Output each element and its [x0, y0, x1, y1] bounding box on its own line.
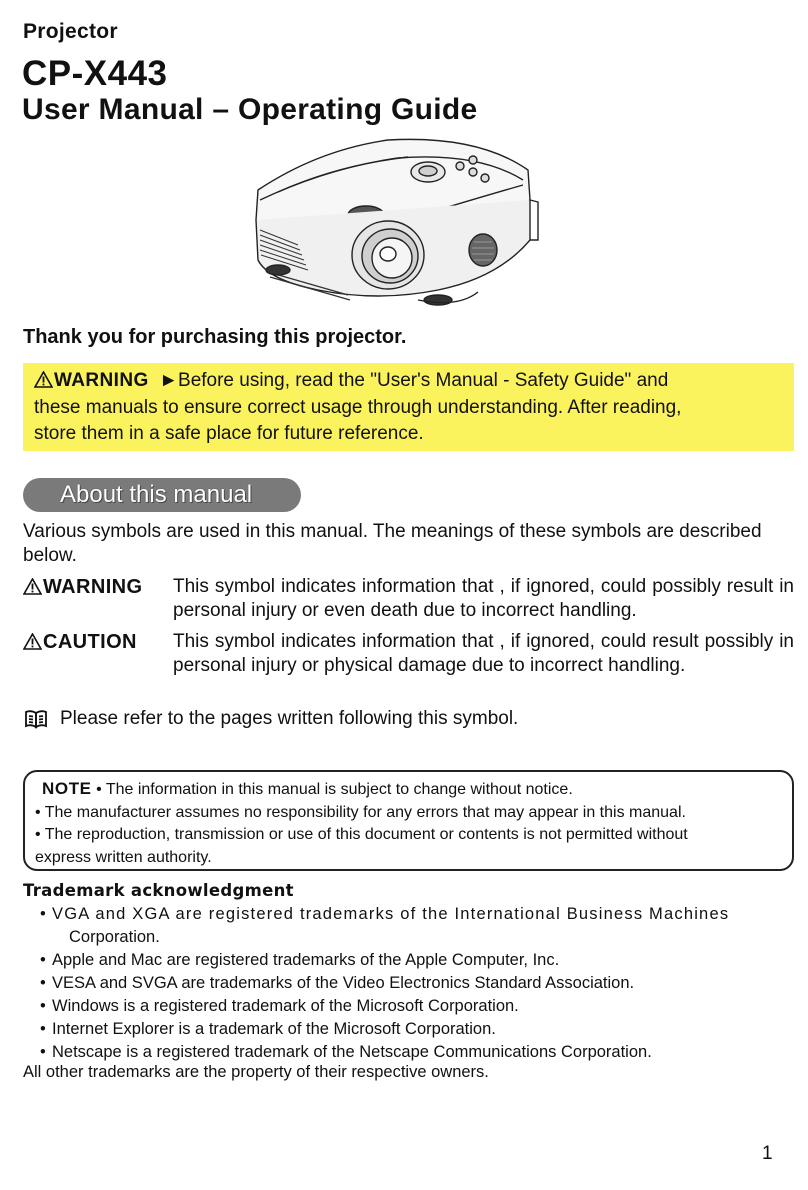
symbol-description-warning: This symbol indicates information that , if ignored, could possibly result in personal injury or even death due to incorrect handling. [173, 576, 794, 621]
trademark-heading: Trademark acknowledgment [23, 881, 294, 900]
warning-box [23, 363, 794, 451]
trademark-item: • Internet Explorer is a trademark of the Microsoft Corporation. [40, 1020, 496, 1038]
symbol-row-warning [23, 575, 794, 625]
note-line-3: • The reproduction, transmission or use of this document or contents is not permitted without [35, 826, 688, 843]
document-title: User Manual – Operating Guide [22, 93, 478, 126]
warning-label: WARNING [54, 370, 149, 391]
note-line-2: • The manufacturer assumes no responsibility for any errors that may appear in this manual. [35, 803, 686, 821]
note-line-1 [35, 778, 782, 802]
symbol-label-text: WARNING [43, 576, 143, 598]
warning-triangle-icon [34, 371, 53, 388]
warning-triangle-icon [23, 578, 42, 595]
trademark-text: Apple and Mac are registered trademarks of the Apple Computer, Inc. [52, 951, 560, 969]
warning-text-3: store them in a safe place for future reference. [34, 423, 424, 444]
symbol-label-warning [23, 575, 142, 599]
trademark-item: • VESA and SVGA are trademarks of the Video Electronics Standard Association. [40, 974, 635, 992]
arrow-icon: ► [159, 370, 179, 391]
trademark-text: Internet Explorer is a trademark of the Microsoft Corporation. [52, 1020, 496, 1038]
trademark-item: • Apple and Mac are registered trademarks of the Apple Computer, Inc. [40, 951, 560, 969]
thank-you-text: Thank you for purchasing this projector. [23, 326, 407, 348]
warning-line-1 [34, 368, 784, 395]
symbol-description-caution: This symbol indicates information that , if ignored, could result possibly in personal injury or physical damage due to incorrect handling. [173, 631, 794, 676]
trademark-list [23, 903, 794, 1064]
trademark-footer: All other trademarks are the property of their respective owners. [23, 1063, 489, 1081]
trademark-item: • VGA and XGA are registered trademarks of the International Business Machines Corporation. [23, 903, 794, 949]
model-number: CP-X443 [22, 54, 168, 93]
refer-text: Please refer to the pages written following this symbol. [60, 708, 519, 729]
projector-illustration [238, 130, 558, 315]
note-text-1: • The information in this manual is subject to change without notice. [96, 781, 573, 798]
symbol-label-caution [23, 630, 137, 654]
trademark-item: • Netscape is a registered trademark of the Netscape Communications Corporation. [40, 1043, 652, 1061]
symbol-row-caution [23, 630, 794, 704]
note-box [23, 770, 794, 871]
trademark-text: Netscape is a registered trademark of the Netscape Communications Corporation. [52, 1043, 652, 1061]
page-number: 1 [762, 1143, 773, 1164]
section-heading: About this manual [23, 478, 301, 512]
note-label: NOTE [42, 779, 92, 798]
trademark-item: • Windows is a registered trademark of the Microsoft Corporation. [40, 997, 519, 1015]
trademark-text: VGA and XGA are registered trademarks of the International Business Machines [52, 905, 730, 923]
warning-text-2: these manuals to ensure correct usage through understanding. After reading, [34, 396, 682, 418]
trademark-text: VESA and SVGA are trademarks of the Video Electronics Standard Association. [52, 974, 635, 992]
intro-paragraph: Various symbols are used in this manual. The meanings of these symbols are described below. [23, 521, 762, 566]
trademark-text: Windows is a registered trademark of the Microsoft Corporation. [52, 997, 519, 1015]
product-type: Projector [23, 20, 118, 43]
trademark-text-cont: Corporation. [69, 928, 160, 946]
warning-text-1: Before using, read the "User's Manual - Safety Guide" and [178, 370, 669, 391]
caution-triangle-icon [23, 633, 42, 650]
book-icon [24, 709, 48, 729]
symbol-label-text: CAUTION [43, 631, 137, 653]
note-line-4: express written authority. [35, 848, 212, 866]
